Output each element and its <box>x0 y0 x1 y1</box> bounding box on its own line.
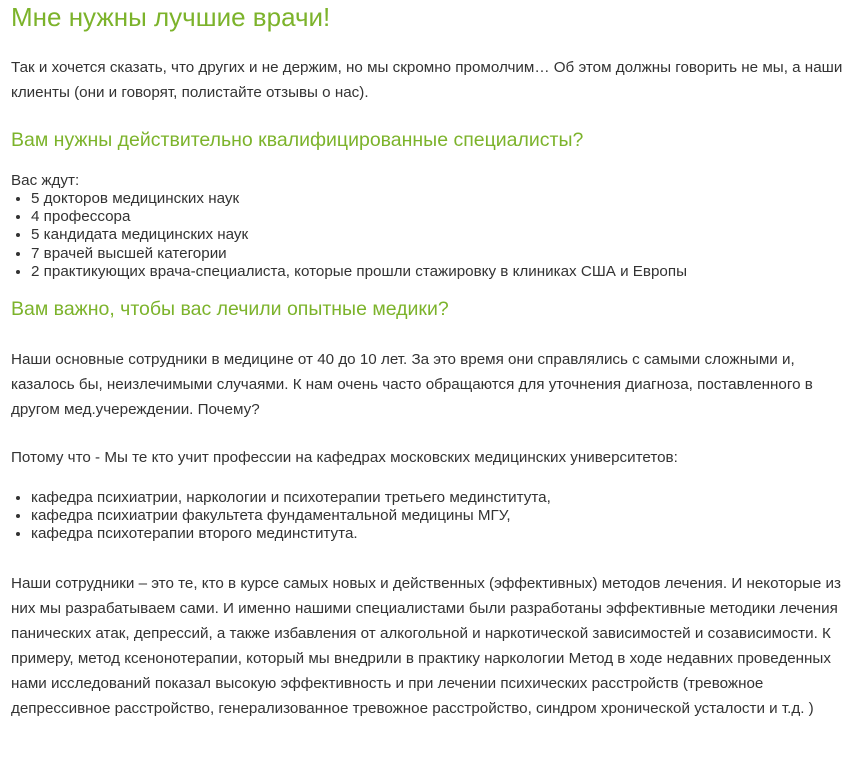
list-item: • кафедра психиатрии, наркологии и психотерапии третьего мединститута, <box>31 489 855 507</box>
department-list <box>11 489 855 544</box>
list-item: • кафедра психотерапии второго мединститута. <box>31 525 855 543</box>
waiting-label: Вас ждут: <box>11 172 80 189</box>
list-item: • кафедра психиатрии факультета фундаментальной медицины МГУ, <box>31 507 855 525</box>
list-item: • 5 докторов медицинских наук <box>31 190 855 208</box>
staff-list <box>11 190 855 281</box>
list-item: • 4 профессора <box>31 208 855 226</box>
page-title: Мне нужны лучшие врачи! <box>11 2 331 32</box>
intro-paragraph: Так и хочется сказать, что других и не держим, но мы скромно промолчим… Об этом должны говорить не мы, а наши клиенты (они и говорят, полистайте отзывы о нас). <box>11 59 843 101</box>
staff-experience-paragraph: Наши основные сотрудники в медицине от 40 до 10 лет. За это время они справлялись с самыми сложными и, казалось бы, неизлечимыми случаями. К нам очень часто обращаются для уточнения диагноза, поставленного в другом мед.учереждении. Почему? <box>11 351 813 419</box>
heading-qualified-specialists: Вам нужны действительно квалифицированные специалисты? <box>11 129 584 151</box>
methods-paragraph: Наши сотрудники – это те, кто в курсе самых новых и действенных (эффективных) методов лечения. И некоторые из них мы разрабатываем сами. И именно нашими специалистами были разработаны эффективные методики лечения панических атак, депрессий, а также избавления от алкогольной и наркотической зависимостей и созависимости. К примеру, метод ксенонотерапии, который мы внедрили в практику наркологии Метод в ходе недавних проведенных нами исследований показал высокую эффективность и при лечении психических расстройств (тревожное депрессивное расстройство, генерализованное тревожное расстройство, синдром хронической усталости и т.д. ) <box>11 574 841 717</box>
why-paragraph: Потому что - Мы те кто учит профессии на кафедрах московских медицинских университетов: <box>11 449 678 467</box>
list-item: • 5 кандидата медицинских наук <box>31 226 855 244</box>
list-item: • 7 врачей высшей категории <box>31 245 855 263</box>
heading-experienced-medics: Вам важно, чтобы вас лечили опытные медики? <box>11 298 449 321</box>
list-item: • 2 практикующих врача-специалиста, которые прошли стажировку в клиниках США и Европы <box>31 263 855 281</box>
